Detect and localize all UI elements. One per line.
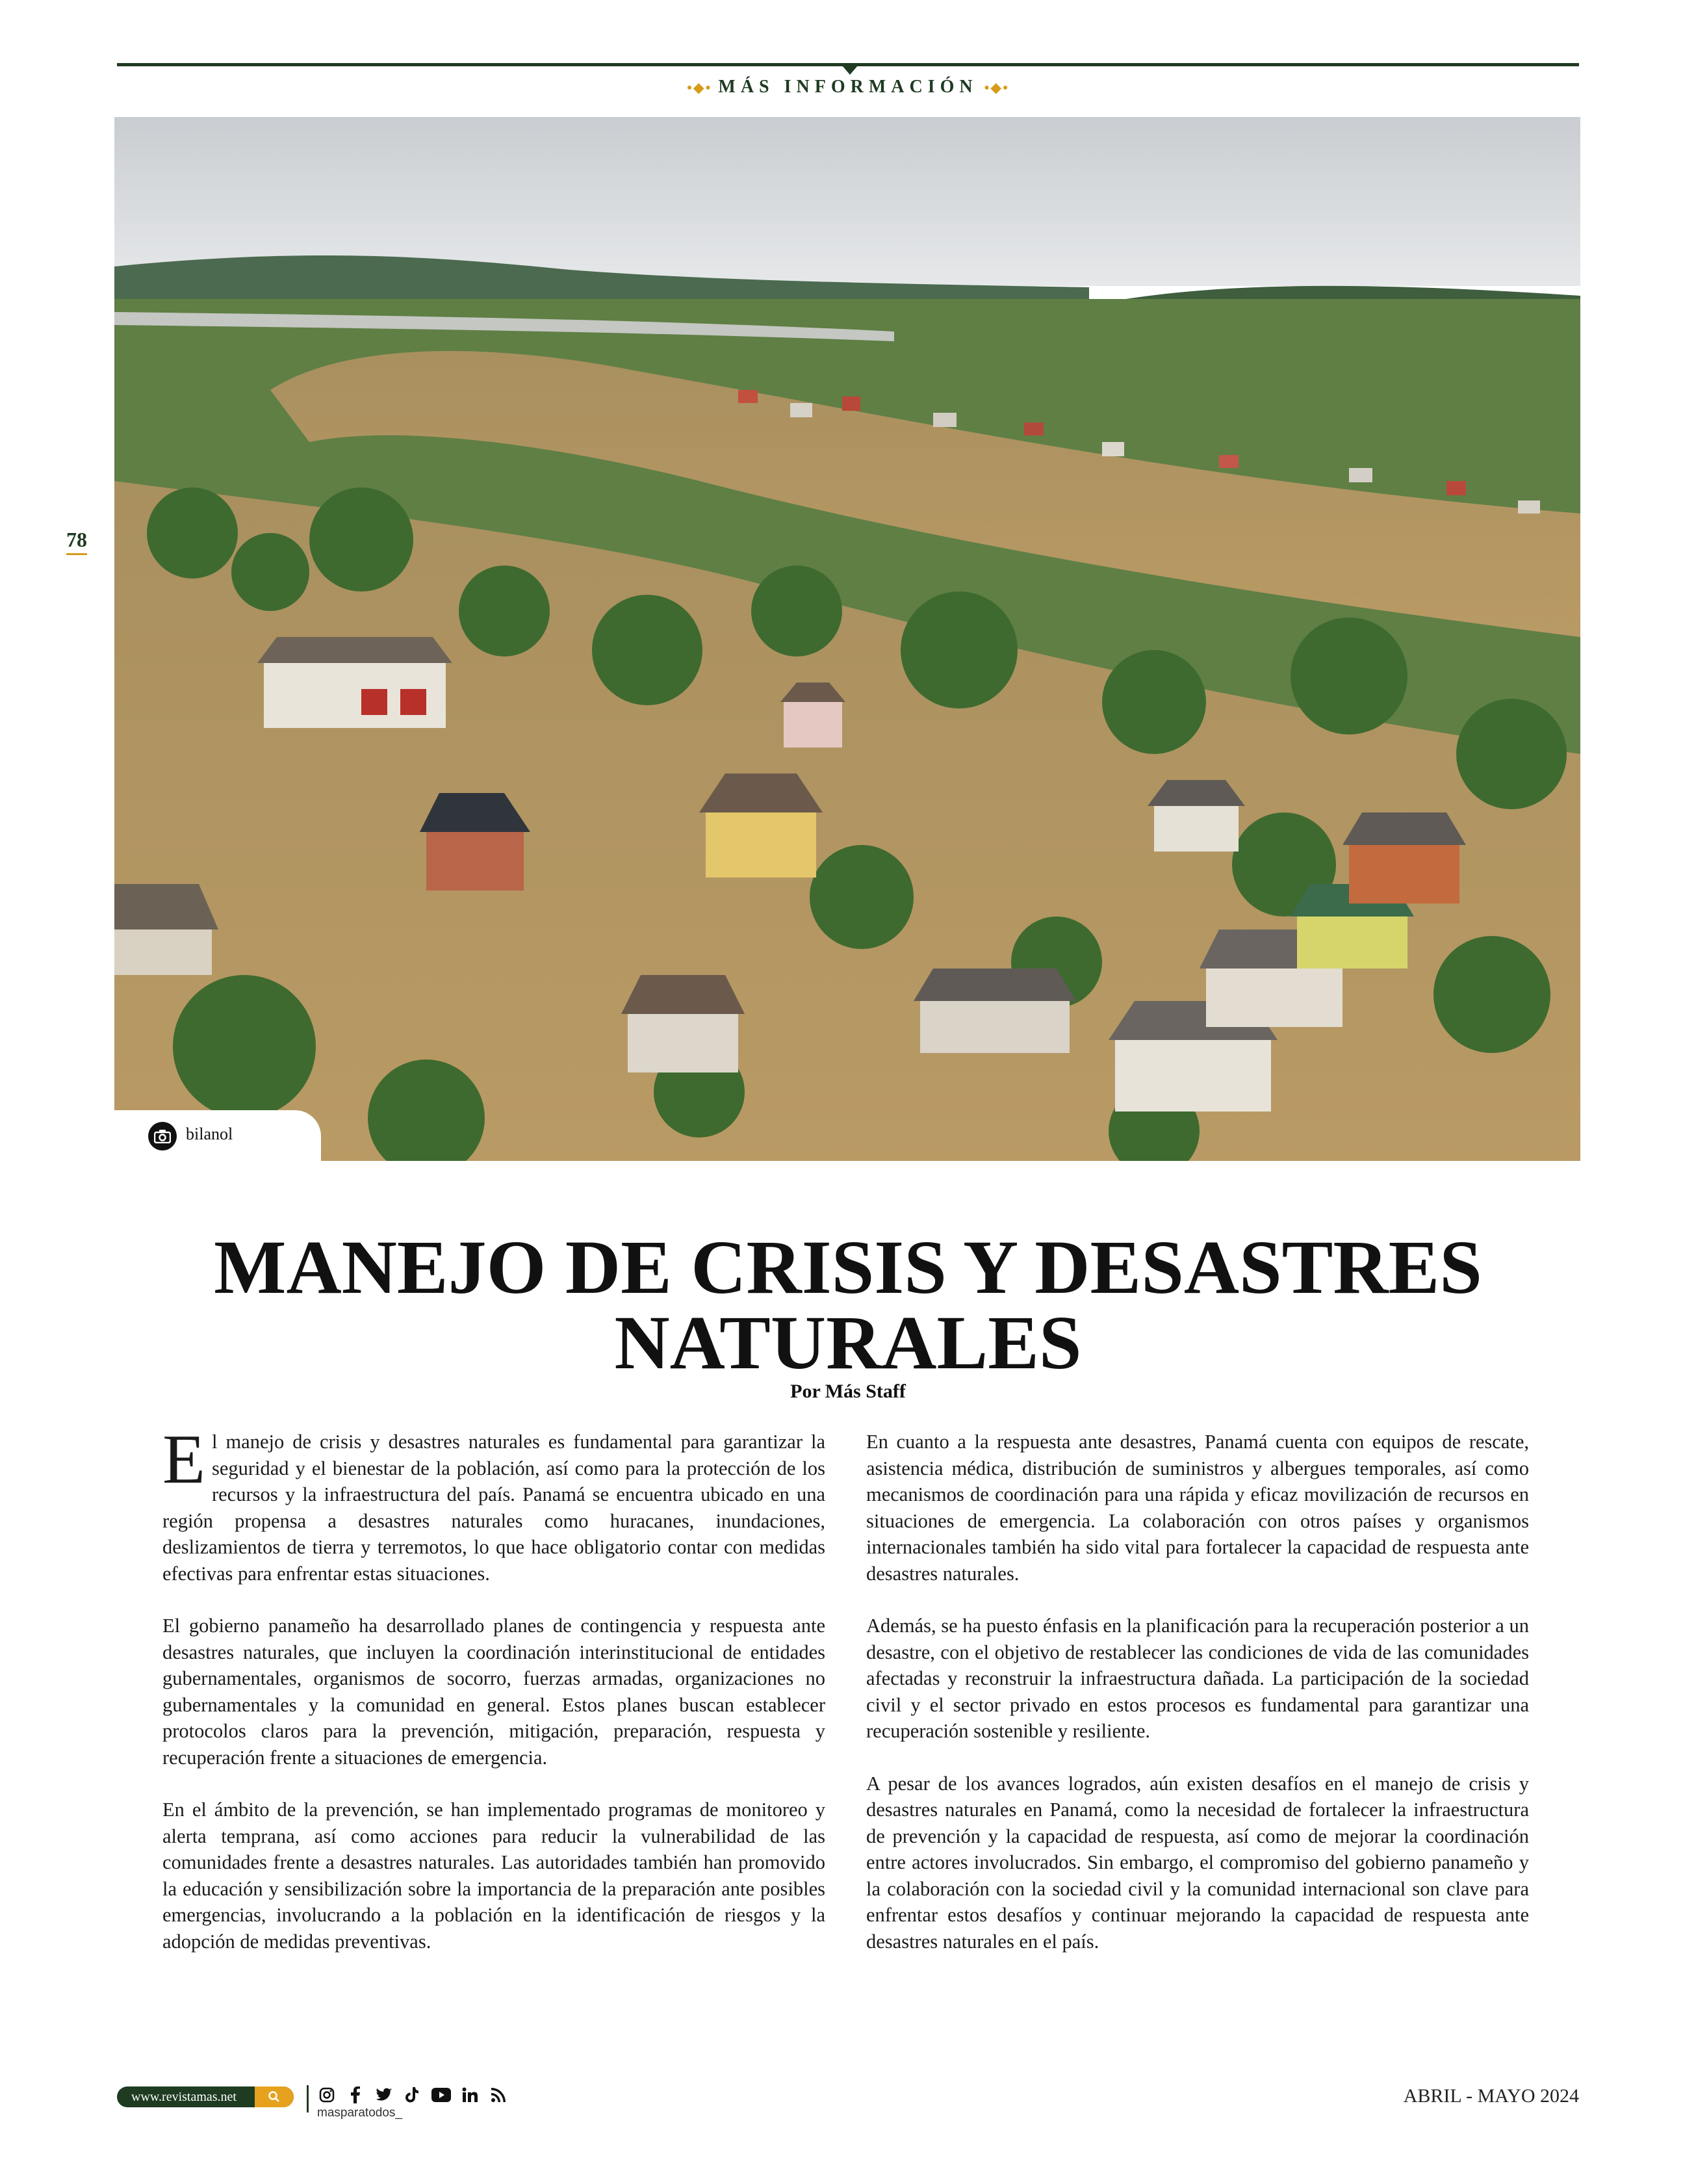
instagram-icon[interactable] xyxy=(317,2085,337,2105)
rss-icon[interactable] xyxy=(489,2085,508,2105)
ornament-left-icon: •◆• xyxy=(687,79,712,96)
article-paragraph: A pesar de los avances logrados, aún existen desafíos en el manejo de crisis y desastres naturales en Panamá, como la necesidad de fortalecer la infraestructura de prevención y la capacidad de respuesta, así como de mejorar la coordinación entre actores involucrados. Sin embargo, el compromiso del gobierno panameño y la colaboración con la sociedad civil y la comunidad internacional son clave para enfrentar estos desafíos y continuar mejorando la capacidad de respuesta ante desastres naturales en el país. xyxy=(866,1772,1529,1953)
issue-date: ABRIL - MAYO 2024 xyxy=(1403,2085,1579,2107)
tiktok-icon[interactable] xyxy=(403,2085,422,2105)
drop-cap: E xyxy=(162,1421,205,1498)
footer-divider xyxy=(307,2085,309,2112)
article-paragraph xyxy=(162,1421,825,1587)
byline: Por Más Staff xyxy=(790,1381,906,1402)
camera-icon xyxy=(148,1122,177,1150)
search-icon[interactable] xyxy=(255,2086,294,2107)
article-paragraph: En cuanto a la respuesta ante desastres, Panamá cuenta con equipos de rescate, asistencia médica, distribución de suministros y albergues temporales, así como mecanismos de coordinación para una rápida y eficaz movilización de recursos en situaciones de emergencia. La colaboración con otros países y organismos internacionales también ha sido vital para fortalecer la capacidad de respuesta ante desastres naturales. xyxy=(866,1431,1529,1585)
article-title: MANEJO DE CRISIS Y DESASTRES NATURALES xyxy=(214,1225,1482,1385)
photo-credit xyxy=(114,1110,321,1162)
facebook-icon[interactable] xyxy=(346,2085,365,2105)
article-column-left xyxy=(162,1421,825,1981)
website-text: www.revistamas.net xyxy=(131,2090,237,2104)
article-paragraph: Además, se ha puesto énfasis en la planificación para la recuperación posterior a un desastre, con el objetivo de restablecer las condiciones de vida de las comunidades afectadas y reconstruir la infraestructura dañada. La participación de la sociedad civil y el sector privado en estos procesos es fundamental para garantizar una recuperación sostenible y resiliente. xyxy=(866,1615,1529,1742)
credit-text: bilanol xyxy=(186,1124,233,1143)
ornament-right-icon: •◆• xyxy=(984,79,1009,96)
section-label-text: MÁS INFORMACIÓN xyxy=(718,77,978,97)
section-label xyxy=(0,77,1696,98)
twitter-icon[interactable] xyxy=(374,2085,394,2105)
paragraph-text: l manejo de crisis y desastres naturales es fundamental para garantizar la seguridad y el bienestar de la población, así como para la protección de los recursos y la infraestructura del país. Panamá se encuentra ubicado en una región propensa a desastres naturales como huracanes, inundaciones, deslizamientos de tierra y terremotos, lo que hace obligatorio contar con medidas efectivas para enfrentar estas situaciones. xyxy=(162,1431,825,1585)
social-handle: masparatodos_ xyxy=(317,2106,402,2120)
social-icons xyxy=(317,2085,508,2105)
linkedin-icon[interactable] xyxy=(460,2085,480,2105)
flood-photo xyxy=(114,117,1580,1161)
article-paragraph: El gobierno panameño ha desarrollado planes de contingencia y respuesta ante desastres naturales, que incluyen la coordinación interinstitucional de entidades gubernamentales, organismos de socorro, fuerzas armadas, organizaciones no gubernamentales y la comunidad en general. Estos planes buscan establecer protocolos claros para la prevención, mitigación, preparación, respuesta y recuperación frente a situaciones de emergencia. xyxy=(162,1615,825,1769)
youtube-icon[interactable] xyxy=(431,2085,451,2105)
footer xyxy=(117,2085,1579,2120)
header-notch xyxy=(842,66,858,75)
page-number: 78 xyxy=(66,528,87,555)
article-column-right xyxy=(866,1429,1529,1981)
article-paragraph: En el ámbito de la prevención, se han implementado programas de monitoreo y alerta temprana, así como acciones para reducir la vulnerabilidad de las comunidades frente a desastres naturales. Las autoridades también han promovido la educación y sensibilización sobre la importancia de la preparación ante posibles emergencias, involucrando a la población en la identificación de riesgos y la adopción de medidas preventivas. xyxy=(162,1799,825,1953)
